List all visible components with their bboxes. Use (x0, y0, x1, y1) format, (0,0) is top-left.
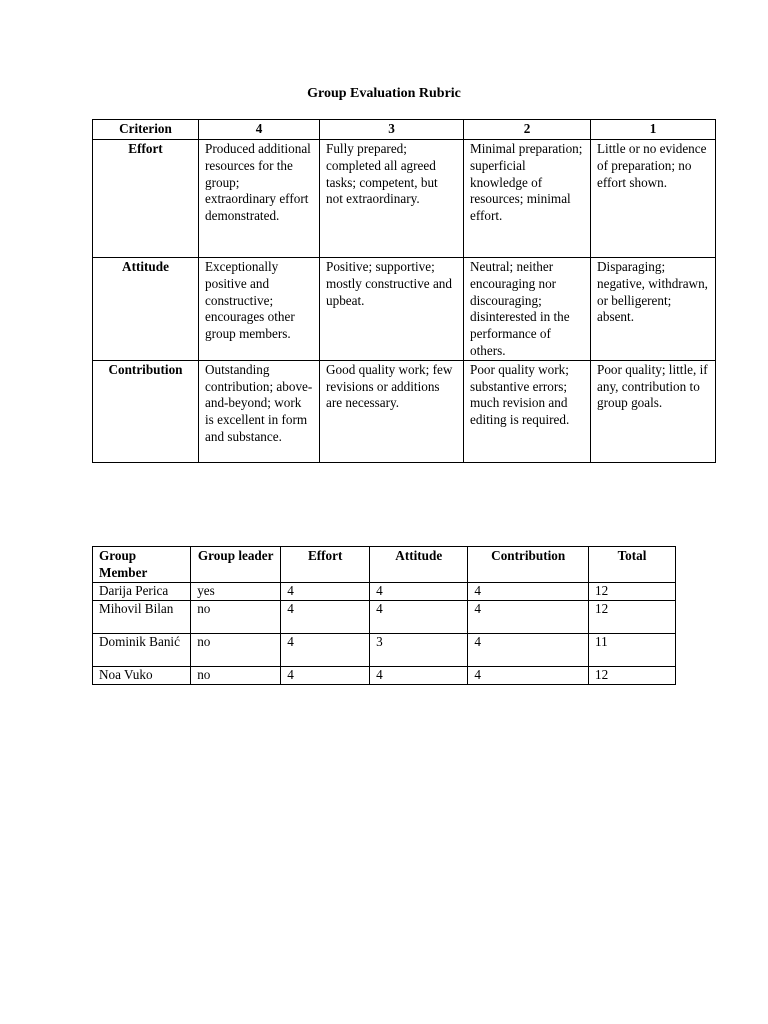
member-effort: 4 (281, 583, 370, 601)
rubric-cell: Poor quality work; substantive errors; much revision and editing is required. (464, 360, 591, 462)
members-header-total: Total (589, 547, 676, 583)
rubric-cell: Positive; supportive; mostly constructive and upbeat. (320, 258, 464, 361)
member-contribution: 4 (468, 600, 589, 633)
rubric-criterion: Attitude (93, 258, 199, 361)
rubric-cell: Little or no evidence of preparation; no effort shown. (591, 140, 716, 258)
members-header-row (93, 547, 676, 583)
member-total: 12 (589, 583, 676, 601)
member-attitude: 4 (370, 600, 468, 633)
rubric-header-score-1: 1 (591, 120, 716, 140)
member-effort: 4 (281, 633, 370, 666)
table-row (93, 600, 676, 633)
members-header-leader: Group leader (191, 547, 281, 583)
members-header-effort: Effort (281, 547, 370, 583)
rubric-table (92, 119, 716, 463)
member-effort: 4 (281, 600, 370, 633)
rubric-criterion: Effort (93, 140, 199, 258)
rubric-cell: Outstanding contribution; above-and-beyond; work is excellent in form and substance. (199, 360, 320, 462)
member-leader: yes (191, 583, 281, 601)
members-header-contribution: Contribution (468, 547, 589, 583)
member-effort: 4 (281, 666, 370, 684)
rubric-criterion: Contribution (93, 360, 199, 462)
members-header-member: Group Member (93, 547, 191, 583)
rubric-cell: Exceptionally positive and constructive; encourages other group members. (199, 258, 320, 361)
rubric-header-score-4: 4 (199, 120, 320, 140)
rubric-cell: Neutral; neither encouraging nor discouraging; disinterested in the performance of others. (464, 258, 591, 361)
rubric-row-attitude (93, 258, 716, 361)
member-contribution: 4 (468, 633, 589, 666)
rubric-cell: Disparaging; negative, withdrawn, or belligerent; absent. (591, 258, 716, 361)
page-title: Group Evaluation Rubric (307, 86, 461, 101)
member-total: 12 (589, 666, 676, 684)
rubric-cell: Produced additional resources for the group; extraordinary effort demonstrated. (199, 140, 320, 258)
rubric-cell: Good quality work; few revisions or additions are necessary. (320, 360, 464, 462)
group-members-table (92, 546, 676, 685)
member-contribution: 4 (468, 583, 589, 601)
member-leader: no (191, 633, 281, 666)
rubric-header-row (93, 120, 716, 140)
table-row (93, 633, 676, 666)
member-attitude: 3 (370, 633, 468, 666)
member-leader: no (191, 666, 281, 684)
member-name: Mihovil Bilan (93, 600, 191, 633)
member-name: Noa Vuko (93, 666, 191, 684)
members-header-attitude: Attitude (370, 547, 468, 583)
rubric-cell: Minimal preparation; superficial knowledge of resources; minimal effort. (464, 140, 591, 258)
member-name: Darija Perica (93, 583, 191, 601)
rubric-header-score-2: 2 (464, 120, 591, 140)
rubric-cell: Poor quality; little, if any, contribution to group goals. (591, 360, 716, 462)
rubric-row-contribution (93, 360, 716, 462)
member-attitude: 4 (370, 666, 468, 684)
rubric-row-effort (93, 140, 716, 258)
rubric-header-score-3: 3 (320, 120, 464, 140)
member-leader: no (191, 600, 281, 633)
table-row (93, 666, 676, 684)
member-total: 12 (589, 600, 676, 633)
rubric-cell: Fully prepared; completed all agreed tasks; competent, but not extraordinary. (320, 140, 464, 258)
member-contribution: 4 (468, 666, 589, 684)
rubric-header-criterion: Criterion (93, 120, 199, 140)
member-attitude: 4 (370, 583, 468, 601)
member-total: 11 (589, 633, 676, 666)
member-name: Dominik Banić (93, 633, 191, 666)
table-row (93, 583, 676, 601)
